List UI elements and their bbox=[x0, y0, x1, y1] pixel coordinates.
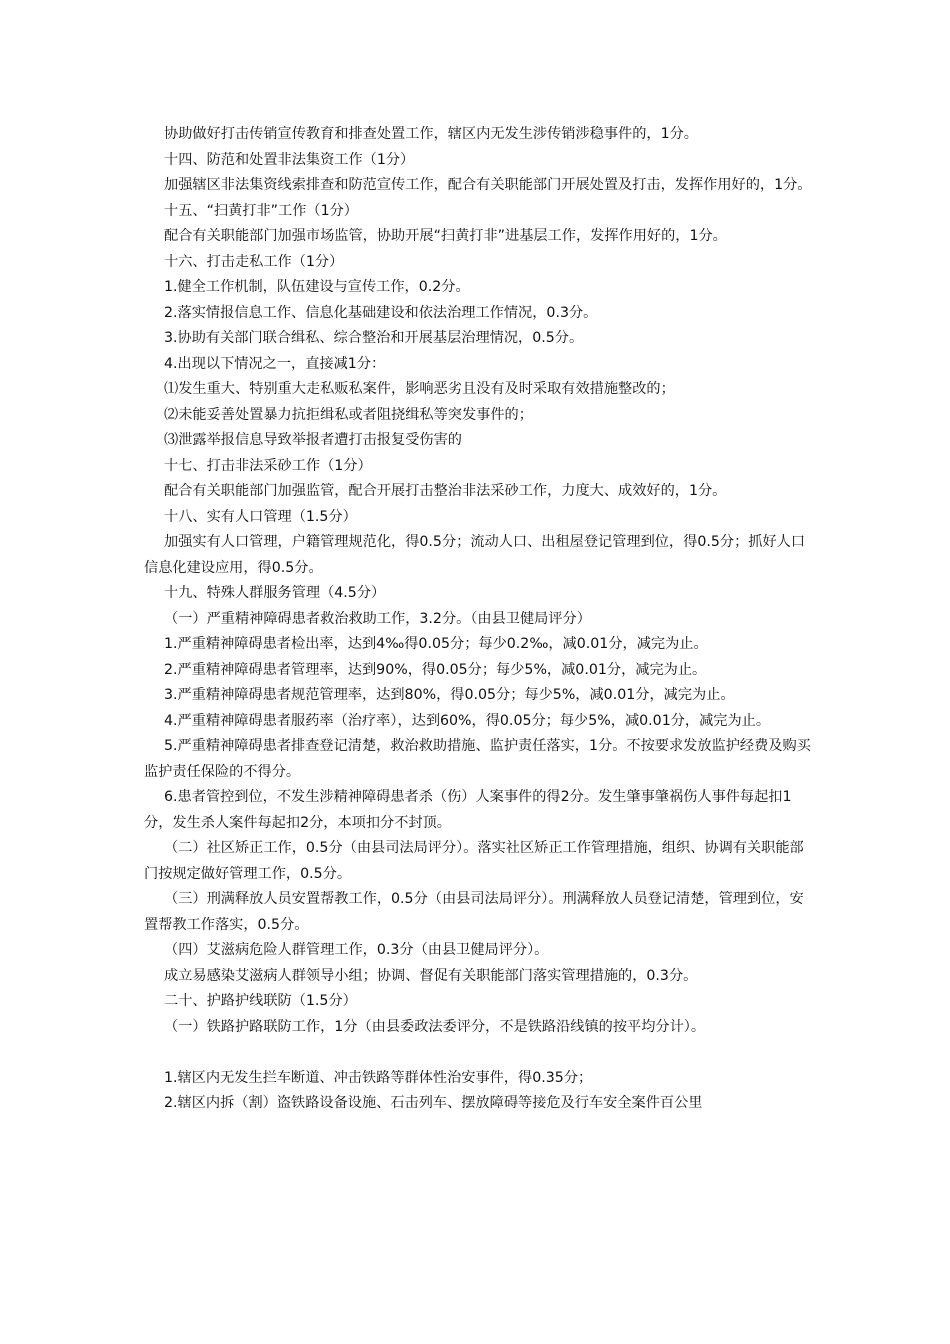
list-item: 6.患者管控到位，不发生涉精神障碍患者杀（伤）人案事件的得2分。发生肇事肇祸伤人事件每起扣1分，发生杀人案件每起扣2分，本项扣分不封顶。 bbox=[144, 789, 792, 831]
sub-list-item: ⑴发生重大、特别重大走私贩私案件，影响恶劣且没有及时采取有效措施整改的； bbox=[164, 381, 675, 397]
paragraph: 配合有关职能部门加强监管，配合开展打击整治非法采砂工作，力度大、成效好的，1分。 bbox=[164, 483, 727, 499]
section-heading: 十七、打击非法采砂工作（1分） bbox=[164, 457, 372, 474]
section-heading: 十五、“扫黄打非”工作（1分） bbox=[164, 202, 358, 219]
section-heading: 十九、特殊人群服务管理（4.5分） bbox=[164, 585, 386, 601]
sub-list-item: ⑶泄露举报信息导致举报者遭打击报复受伤害的 bbox=[164, 432, 462, 448]
subsection-heading: （二）社区矫正工作，0.5分（由县司法局评分）。落实社区矫正工作管理措施，组织、协调有关职能部门按规定做好管理工作，0.5分。 bbox=[144, 840, 804, 882]
section-heading: 十八、实有人口管理（1.5分） bbox=[164, 508, 357, 525]
section-heading: 十四、防范和处置非法集资工作（1分） bbox=[164, 151, 415, 168]
section-heading: 十六、打击走私工作（1分） bbox=[164, 253, 344, 270]
paragraph: 配合有关职能部门加强市场监管，协助开展“扫黄打非”进基层工作，发挥作用好的，1分。 bbox=[164, 228, 727, 244]
list-item: 2.落实情报信息工作、信息化基础建设和依法治理工作情况，0.3分。 bbox=[164, 304, 598, 321]
list-item: 3.严重精神障碍患者规范管理率，达到80%，得0.05分；每少5%，减0.01分，减完为止。 bbox=[164, 687, 735, 703]
list-item: 2.严重精神障碍患者管理率，达到90%，得0.05分；每少5%，减0.01分，减完为止。 bbox=[164, 661, 707, 678]
subsection-heading: （四）艾滋病危险人群管理工作，0.3分（由县卫健局评分）。 bbox=[164, 942, 549, 958]
list-item: 5.严重精神障碍患者排查登记清楚，救治救助措施、监护责任落实，1分。不按要求发放监护经费及购买监护责任保险的不得分。 bbox=[144, 738, 811, 780]
document-body bbox=[144, 122, 814, 1117]
paragraph: 加强辖区非法集资线索排查和防范宣传工作，配合有关职能部门开展处置及打击，发挥作用好的，1分。 bbox=[164, 177, 812, 193]
sub-list-item: ⑵未能妥善处置暴力抗拒缉私或者阻挠缉私等突发事件的； bbox=[164, 406, 533, 423]
paragraph: 协助做好打击传销宣传教育和排查处置工作，辖区内无发生涉传销涉稳事件的，1分。 bbox=[164, 126, 698, 142]
paragraph: 成立易感染艾滋病人群领导小组；协调、督促有关职能部门落实管理措施的，0.3分。 bbox=[164, 967, 698, 984]
subsection-heading: （一）铁路护路联防工作，1分（由县委政法委评分，不是铁路沿线镇的按平均分计）。 bbox=[164, 1018, 706, 1035]
blank-line bbox=[144, 1040, 814, 1066]
subsection-heading: （三）刑满释放人员安置帮教工作，0.5分（由县司法局评分）。刑满释放人员登记清楚，管理到位，安置帮教工作落实，0.5分。 bbox=[144, 891, 804, 933]
paragraph: 加强实有人口管理，户籍管理规范化，得0.5分；流动人口、出租屋登记管理到位，得0.5分；抓好人口信息化建设应用，得0.5分。 bbox=[144, 534, 806, 576]
list-item: 3.协助有关部门联合缉私、综合整治和开展基层治理情况，0.5分。 bbox=[164, 330, 584, 346]
list-item: 4.出现以下情况之一，直接减1分： bbox=[164, 355, 386, 372]
list-item: 1.辖区内无发生拦车断道、冲击铁路等群体性治安事件，得0.35分； bbox=[164, 1069, 593, 1086]
section-heading: 二十、护路护线联防（1.5分） bbox=[164, 993, 357, 1009]
subsection-heading: （一）严重精神障碍患者救治救助工作，3.2分。（由县卫健局评分） bbox=[164, 610, 591, 627]
list-item: 1.严重精神障碍患者检出率，达到4‰得0.05分；每少0.2‰，减0.01分，减完为止。 bbox=[164, 636, 708, 652]
list-item: 1.健全工作机制，队伍建设与宣传工作，0.2分。 bbox=[164, 279, 470, 295]
list-item: 4.严重精神障碍患者服药率（治疗率），达到60%，得0.05分；每少5%，减0.01分，减完为止。 bbox=[164, 712, 771, 729]
list-item: 2.辖区内拆（割）盗铁路设备设施、石击列车、摆放障碍等接危及行车安全案件百公里 bbox=[164, 1095, 703, 1111]
